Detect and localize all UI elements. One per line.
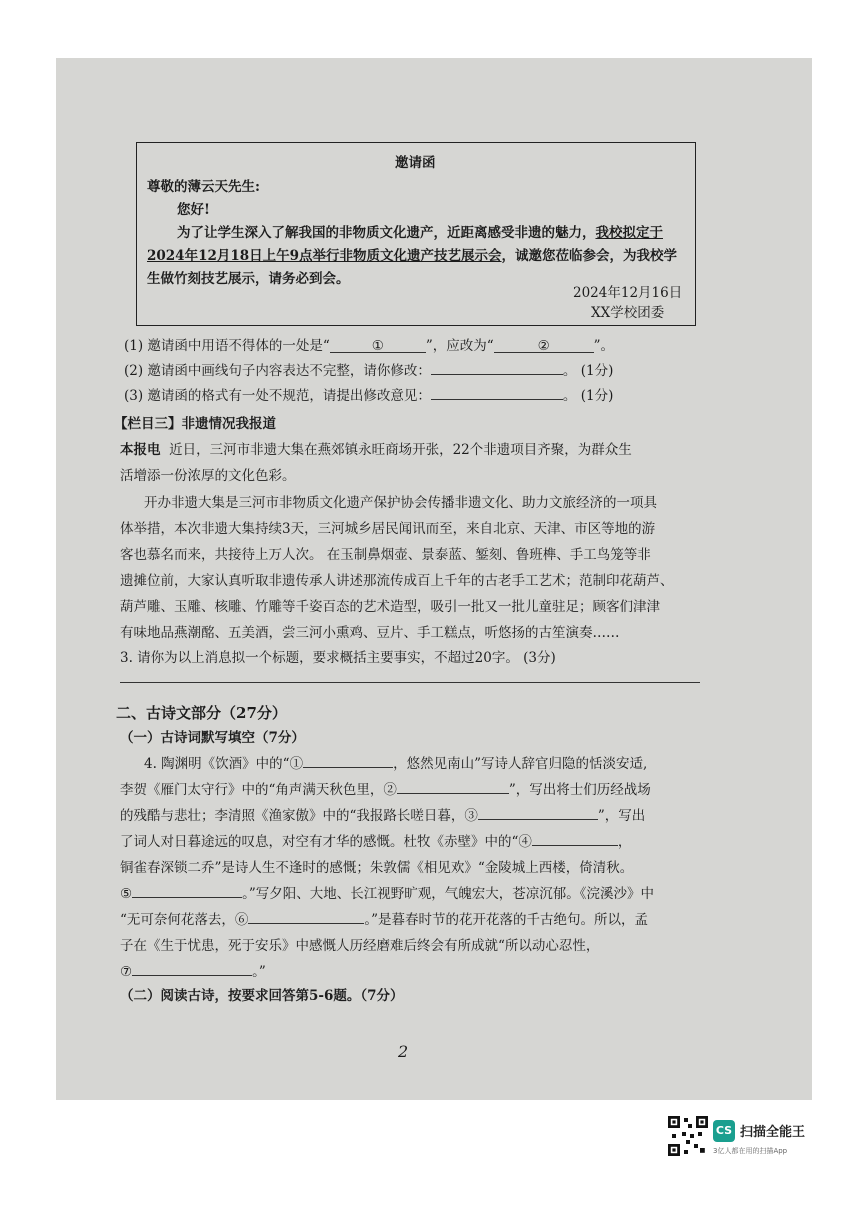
news-text: 近日，三河市非遗大集在燕郊镇永旺商场开张，22个非遗项目齐聚，为群众生 [169, 442, 632, 458]
qr-code-icon [668, 1116, 708, 1156]
recitation-line-8: 子在《生于忧患，死于安乐》中感慨人历经磨难后终会有所成就“所以动心忍性， [120, 938, 600, 954]
app-tagline: 3亿人都在用的扫描App [713, 1147, 788, 1155]
part-2-subheading-2: （二）阅读古诗，按要求回答第5-6题。（7分） [120, 988, 404, 1004]
letter-hello: 您好! [177, 202, 210, 218]
answer-blank[interactable] [431, 385, 563, 400]
recitation-line-4 [120, 830, 631, 850]
recitation-text: 了词人对日暮途远的叹息，对空有才华的感慨。杜牧《赤壁》中的“④ [120, 834, 532, 850]
recitation-line-5: 铜雀春深锁二乔”是诗人生不逢时的感慨；朱敦儒《相见欢》“金陵城上西楼，倚清秋。 [120, 860, 634, 876]
question-text: (1) 邀请函中用语不得体的一处是“ [124, 338, 330, 354]
recitation-text: ⑦ [120, 964, 133, 980]
answer-blank-6[interactable] [248, 909, 364, 924]
news-paragraph-2-line2: 体举措，本次非遗大集持续3天，三河城乡居民闻讯而至，来自北京、天津、市区等地的游 [120, 521, 656, 537]
news-paragraph-1-line2: 活增添一份浓厚的文化色彩。 [120, 468, 296, 484]
recitation-text: 李贺《雁门太守行》中的“角声满天秋色里，② [120, 782, 397, 798]
letter-greeting: 尊敬的薄云天先生: [147, 179, 260, 195]
news-lead-label: 本报电 [120, 442, 161, 458]
recitation-text: ，悠然见南山”写诗人辞官归隐的恬淡安适, [393, 756, 648, 772]
recitation-text: ”，写出将士们历经战场 [508, 782, 651, 798]
part-2-heading: 二、古诗文部分（27分） [116, 704, 287, 722]
part-2-subheading-1: （一）古诗词默写填空（7分） [120, 730, 305, 746]
recitation-line-2 [120, 778, 651, 798]
letter-paragraph-line3: 生做竹刻技艺展示，请务必到会。 [147, 271, 350, 287]
answer-blank[interactable] [431, 360, 563, 375]
recitation-text: 。”写夕阳、大地、长江视野旷观，气魄宏大，苍凉沉郁。《浣溪沙》中 [242, 886, 655, 902]
news-paragraph-2-line4: 遗摊位前，大家认真听取非遗传承人讲述那流传成百上千年的古老手工艺术；范制印花葫芦、 [120, 573, 674, 589]
recitation-text: 的残酷与悲壮；李清照《渔家傲》中的“我报路长嗟日暮，③ [120, 808, 478, 824]
answer-blank-1[interactable] [303, 753, 393, 768]
answer-blank-1[interactable]: ① [330, 338, 426, 353]
recitation-text: 。”是暮春时节的花开花落的千古绝句。所以，孟 [364, 912, 649, 928]
letter-date: 2024年12月16日 [573, 285, 683, 301]
recitation-text: ， [617, 834, 632, 850]
question-3: 3. 请你为以上消息拟一个标题，要求概括主要事实，不超过20字。 (3分) [120, 650, 556, 666]
recitation-text: ⑤ [120, 886, 133, 902]
recitation-line-1 [144, 752, 647, 772]
letter-title: 邀请函 [395, 155, 436, 171]
question-1-item-3 [124, 384, 613, 404]
recitation-line-9 [120, 960, 266, 980]
answer-blank-5[interactable] [132, 883, 242, 898]
answer-blank-3[interactable] [478, 805, 598, 820]
answer-blank-4[interactable] [532, 831, 618, 846]
recitation-line-7 [120, 908, 648, 928]
answer-blank-2[interactable]: ② [494, 338, 594, 353]
recitation-text: 。” [252, 964, 266, 980]
letter-paragraph-line1 [177, 221, 663, 241]
letter-paragraph-line2 [147, 244, 677, 264]
exam-page [56, 58, 812, 1100]
letter-signature: XX学校团委 [591, 305, 665, 321]
question-text: (2) 邀请函中画线句子内容表达不完整，请你修改： [124, 363, 431, 379]
letter-text: 为了让学生深入了解我国的非物质文化遗产，近距离感受非遗的魅力， [177, 225, 596, 241]
score-label: 。 (1分) [562, 363, 614, 379]
news-paragraph-2-line6: 有味地品燕潮酩、五美酒，尝三河小熏鸡、豆片、手工糕点，听悠扬的古笙演奏…… [120, 625, 620, 641]
underlined-sentence: 2024年12月18日上午9点举行非物质文化遗产技艺展示会 [147, 248, 502, 264]
question-text: ”，应改为“ [425, 338, 494, 354]
answer-blank-7[interactable] [132, 961, 252, 976]
recitation-text: “无可奈何花落去，⑥ [120, 912, 249, 928]
underlined-sentence: 我校拟定于 [595, 225, 663, 241]
recitation-text: 4. 陶渊明《饮酒》中的“① [144, 756, 304, 772]
question-text: (3) 邀请函的格式有一处不规范，请提出修改意见： [124, 388, 431, 404]
answer-line-question-3[interactable] [120, 682, 700, 683]
news-paragraph-2-line1: 开办非遗大集是三河市非物质文化遗产保护协会传播非遗文化、助力文旅经济的一项具 [144, 495, 657, 511]
invitation-letter-box [136, 142, 696, 326]
app-name: 扫描全能王 [740, 1125, 806, 1140]
news-paragraph-1-line1 [120, 438, 632, 458]
page-number: 2 [398, 1042, 409, 1061]
recitation-line-3 [120, 804, 645, 824]
section-3-heading: 【栏目三】非遗情况我报道 [114, 416, 276, 432]
news-paragraph-2-line5: 葫芦雕、玉雕、核雕、竹雕等千姿百态的艺术造型，吸引一批又一批儿童驻足；顾客们津津 [120, 599, 660, 615]
news-paragraph-2-line3: 客也慕名而来，共接待上万人次。 在玉制鼻烟壶、景泰蓝、錾刻、鲁班榫、手工鸟笼等非 [120, 547, 651, 563]
letter-text: ，诚邀您莅临参会，为我校学 [501, 248, 678, 264]
question-1-item-2 [124, 359, 613, 379]
score-label: 。 (1分) [562, 388, 614, 404]
answer-blank-2[interactable] [397, 779, 509, 794]
camscanner-logo-icon: CS [713, 1120, 735, 1142]
recitation-line-6 [120, 882, 654, 902]
question-text: ”。 [593, 338, 615, 354]
question-1-item-1 [124, 334, 614, 354]
recitation-text: ”，写出 [597, 808, 646, 824]
